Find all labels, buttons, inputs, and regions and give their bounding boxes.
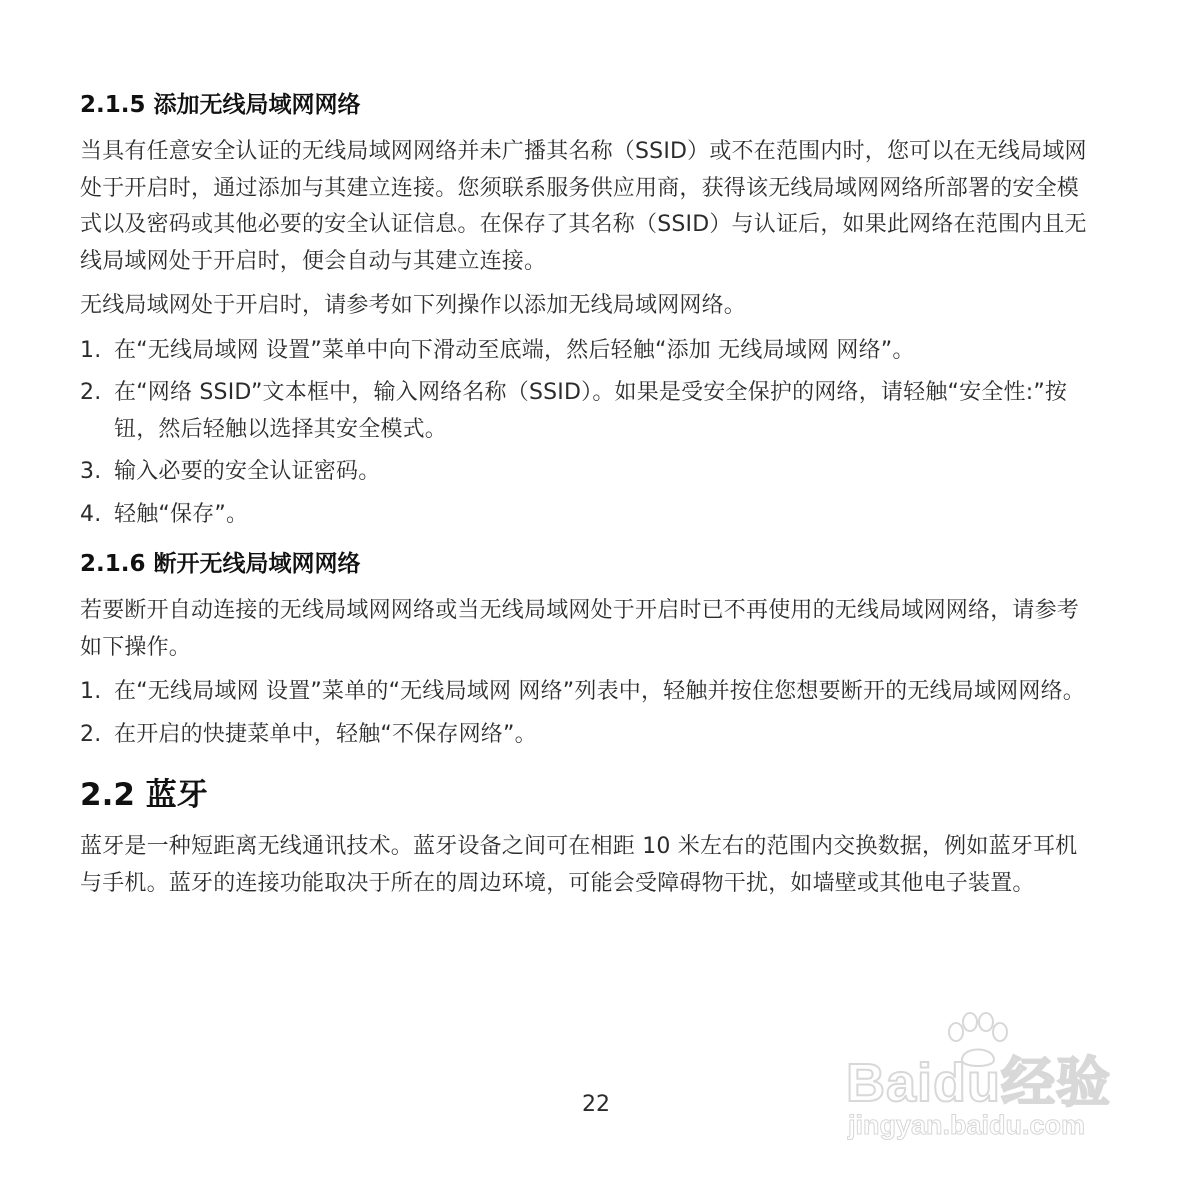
watermark-brand: Baidu经验 — [846, 1053, 1112, 1113]
section-2-2-paragraph: 蓝牙是一种短距离无线通讯技术。蓝牙设备之间可在相距 10 米左右的范围内交换数据，例如蓝牙耳机与手机。蓝牙的连接功能取决于所在的周边环境，可能会受障碍物干扰，如墙壁或其他电子装置。 — [80, 834, 1078, 896]
list-item — [80, 674, 1092, 711]
list-item — [80, 717, 1092, 754]
step-text: 在“无线局域网 设置”菜单中向下滑动至底端，然后轻触“添加 无线局域网 网络”。 — [114, 337, 915, 363]
section-heading-2-1-5: 2.1.5 添加无线局域网网络 — [80, 92, 361, 118]
step-text: 在“网络 SSID”文本框中，输入网络名称（SSID）。如果是受安全保护的网络，请轻触“安全性:”按钮，然后轻触以选择其安全模式。 — [114, 380, 1068, 442]
step-number: 4. — [80, 501, 102, 527]
step-text: 输入必要的安全认证密码。 — [114, 459, 381, 484]
watermark-url: jingyan.baidu.com — [848, 1110, 1086, 1140]
baidu-jingyan-watermark — [838, 1010, 1128, 1150]
section-heading-2-1-6: 2.1.6 断开无线局域网网络 — [80, 551, 361, 577]
list-item — [80, 454, 1092, 491]
section-2-1-6-intro-paragraph: 若要断开自动连接的无线局域网网络或当无线局域网处于开启时已不再使用的无线局域网网络，请参考如下操作。 — [80, 598, 1080, 660]
step-text: 轻触“保存”。 — [114, 501, 249, 527]
document-page — [80, 88, 1092, 910]
step-number: 1. — [80, 679, 102, 704]
step-number: 1. — [80, 337, 102, 363]
list-item — [80, 375, 1092, 448]
step-text: 在“无线局域网 设置”菜单的“无线局域网 网络”列表中，轻触并按住您想要断开的无线局域网网络。 — [114, 679, 1085, 704]
section-2-1-5-intro-paragraph: 当具有任意安全认证的无线局域网网络并未广播其名称（SSID）或不在范围内时，您可以在无线局域网处于开启时，通过添加与其建立连接。您须联系服务供应用商，获得该无线局域网网络所部署的安全模式以及密码或其他必要的安全认证信息。在保存了其名称（SSID）与认证后，如果此网络在范围内且无线局域网处于开启时，便会自动与其建立连接。 — [80, 139, 1087, 274]
step-number: 3. — [80, 459, 102, 484]
section-heading-2-2: 2.2 蓝牙 — [80, 777, 208, 813]
step-number: 2. — [80, 721, 102, 747]
section-2-1-6-steps-list — [80, 674, 1092, 753]
list-item — [80, 333, 1092, 370]
section-2-1-5-instruction-paragraph: 无线局域网处于开启时，请参考如下列操作以添加无线局域网网络。 — [80, 293, 747, 318]
step-text: 在开启的快捷菜单中，轻触“不保存网络”。 — [114, 721, 537, 747]
page-number: 22 — [582, 1092, 610, 1117]
list-item — [80, 497, 1092, 534]
step-number: 2. — [80, 380, 102, 405]
section-2-1-5-steps-list — [80, 333, 1092, 534]
